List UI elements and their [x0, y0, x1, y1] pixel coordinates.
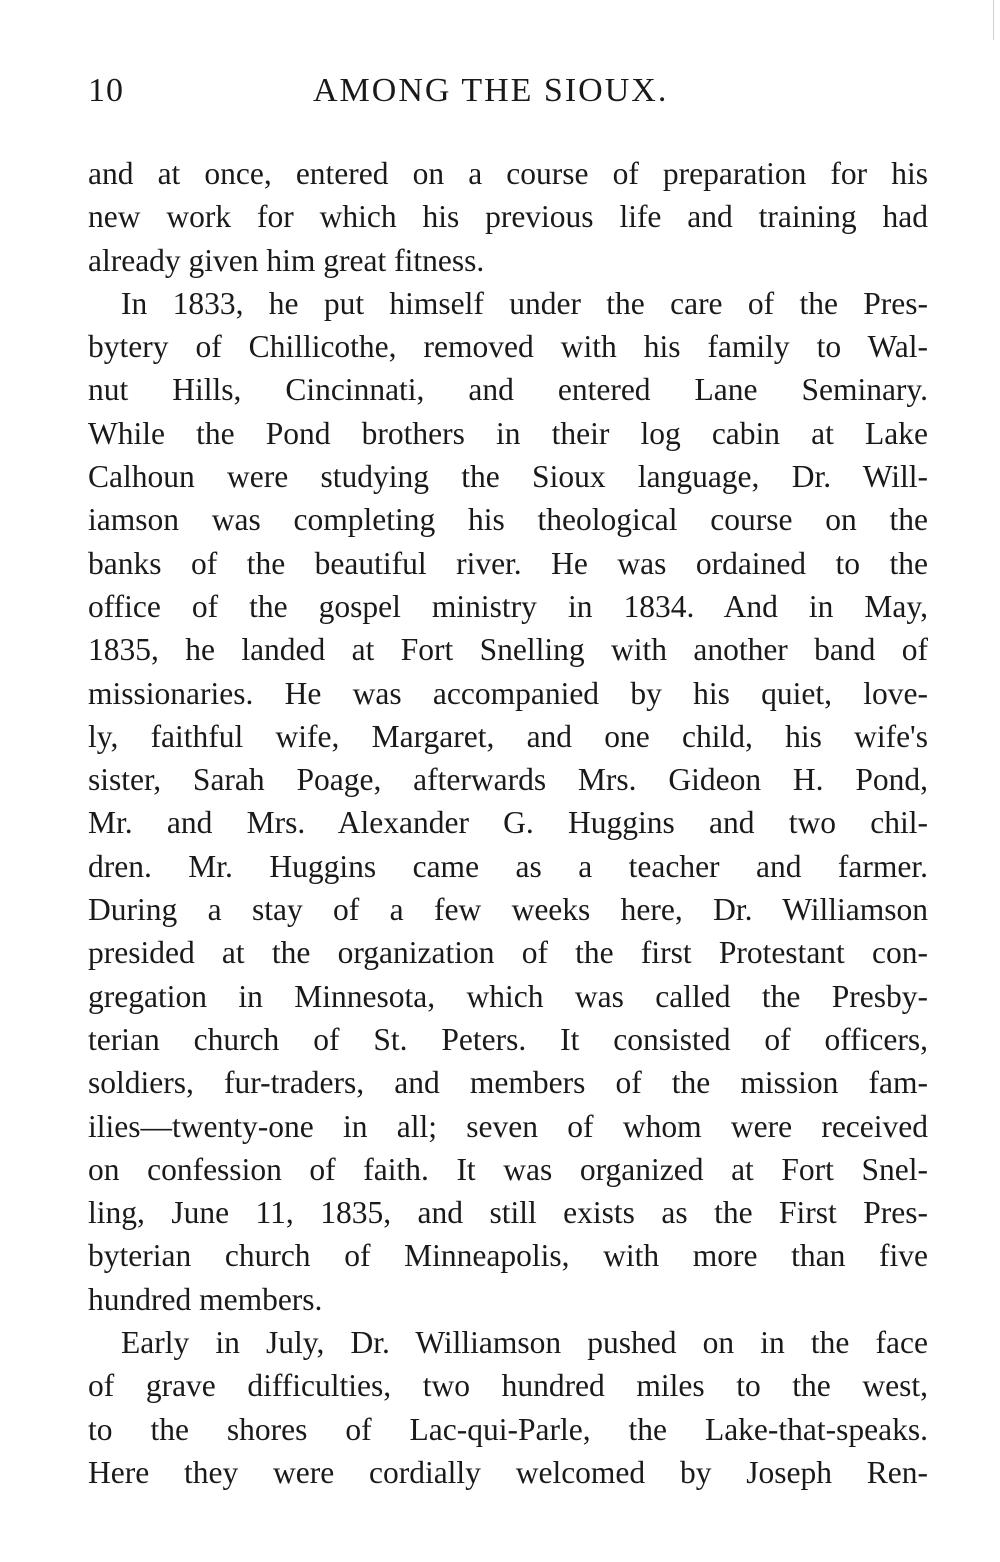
- text-line: and at once, entered on a course of preparation for his: [88, 156, 928, 191]
- text-line: sister, Sarah Poage, afterwards Mrs. Gideon H. Pond,: [88, 762, 928, 798]
- page-edge-mark: [993, 0, 994, 40]
- text-line: banks of the beautiful river. He was ordained to the: [88, 545, 928, 581]
- text-line: iamson was completing his theological course on the: [88, 502, 928, 538]
- text-line: In 1833, he put himself under the care of the Pres-: [121, 285, 928, 321]
- page-number: 10: [88, 72, 124, 109]
- body-text: [88, 152, 928, 1494]
- paragraph: [88, 282, 928, 1321]
- text-line: During a stay of a few weeks here, Dr. Williamson: [88, 892, 928, 928]
- text-line: nut Hills, Cincinnati, and entered Lane Seminary.: [88, 372, 928, 408]
- page-header: [88, 72, 928, 122]
- text-line: gregation in Minnesota, which was called the Presby-: [88, 978, 928, 1014]
- text-line: ly, faithful wife, Margaret, and one child, his wife's: [88, 718, 928, 754]
- text-line: new work for which his previous life and training had: [88, 199, 928, 235]
- text-line: dren. Mr. Huggins came as a teacher and farmer.: [88, 848, 928, 884]
- text-line: ling, June 11, 1835, and still exists as the First Pres-: [88, 1195, 928, 1231]
- text-line: Mr. and Mrs. Alexander G. Huggins and two chil-: [88, 805, 928, 841]
- text-line: byterian church of Minneapolis, with more than five: [88, 1238, 928, 1274]
- text-line: hundred members.: [88, 1281, 323, 1317]
- text-line: Early in July, Dr. Williamson pushed on in the face: [121, 1325, 928, 1361]
- text-line: bytery of Chillicothe, removed with his family to Wal-: [88, 329, 928, 365]
- paragraph: [88, 152, 928, 282]
- text-line: office of the gospel ministry in 1834. And in May,: [88, 588, 928, 624]
- text-line: presided at the organization of the first Protestant con-: [88, 935, 928, 971]
- text-line: 1835, he landed at Fort Snelling with another band of: [88, 632, 928, 668]
- text-line: soldiers, fur-traders, and members of the mission fam-: [88, 1065, 928, 1101]
- text-line: to the shores of Lac-qui-Parle, the Lake-that-speaks.: [88, 1411, 928, 1447]
- running-title: AMONG THE SIOUX.: [313, 72, 669, 109]
- text-line: of grave difficulties, two hundred miles to the west,: [88, 1368, 928, 1404]
- paragraph: [88, 1321, 928, 1494]
- text-line: on confession of faith. It was organized at Fort Snel-: [88, 1151, 928, 1187]
- text-line: terian church of St. Peters. It consisted of officers,: [88, 1021, 928, 1057]
- text-line: already given him great fitness.: [88, 242, 485, 278]
- text-line: While the Pond brothers in their log cabin at Lake: [88, 415, 928, 451]
- text-line: missionaries. He was accompanied by his quiet, love-: [88, 675, 928, 711]
- text-line: Calhoun were studying the Sioux language, Dr. Will-: [88, 459, 928, 495]
- text-line: Here they were cordially welcomed by Joseph Ren-: [88, 1454, 928, 1490]
- text-line: ilies—twenty-one in all; seven of whom were received: [88, 1108, 928, 1144]
